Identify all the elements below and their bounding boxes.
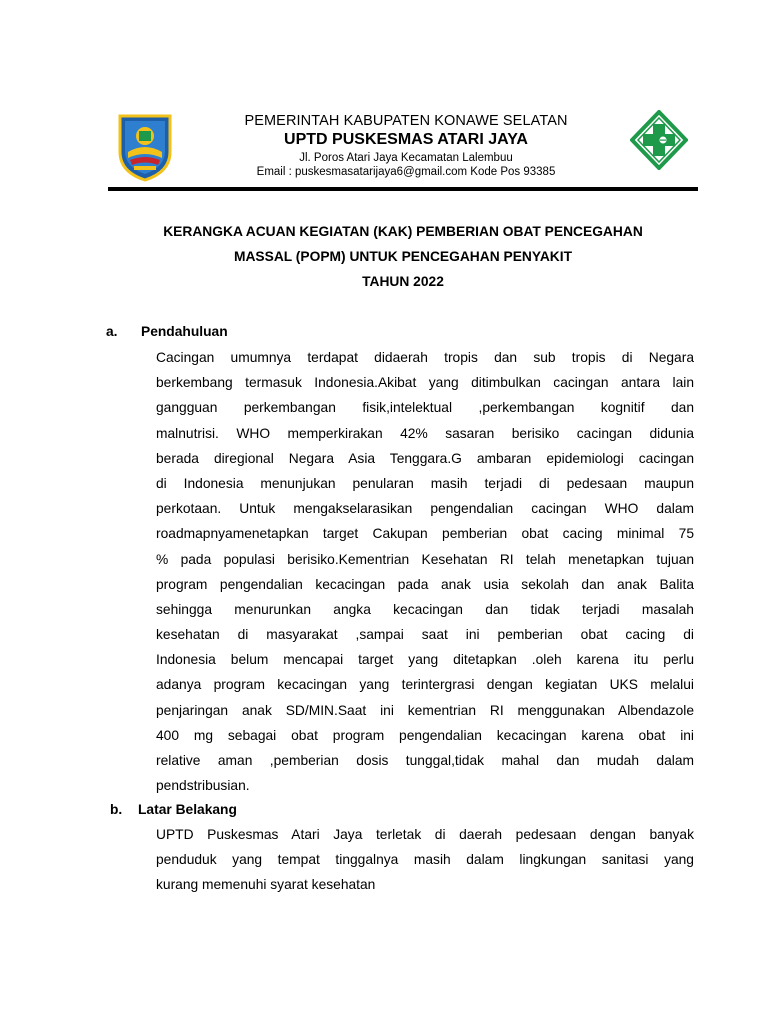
paragraph-line: perkotaan. Untuk mengakselarasikan pengendalian cacingan WHO dalam xyxy=(156,501,694,517)
section-heading-pendahuluan xyxy=(106,323,228,341)
paragraph-line: di Indonesia menunjukan penularan masih terjadi di pedesaan maupun xyxy=(156,475,694,491)
paragraph-line: Cacingan umumnya terdapat didaerah tropis dan sub tropis di Negara xyxy=(156,350,694,365)
section-marker: b. xyxy=(110,802,123,817)
paragraph-line: % pada populasi berisiko.Kementrian Kesehatan RI telah menetapkan tujuan xyxy=(156,551,694,567)
section-title: Latar Belakang xyxy=(138,802,237,817)
letterhead-government: PEMERINTAH KABUPATEN KONAWE SELATAN xyxy=(244,113,568,129)
section-title: Pendahuluan xyxy=(141,324,228,339)
paragraph-line: berada diregional Negara Asia Tenggara.G ambaran epidemiologi cacingan xyxy=(156,450,694,466)
paragraph-line: relative aman ,pemberian dosis tunggal,tidak mahal dan mudah dalam xyxy=(156,753,694,768)
regency-seal-logo xyxy=(116,112,174,182)
section-body-latar-belakang xyxy=(156,822,694,898)
letterhead-institution: UPTD PUSKESMAS ATARI JAYA xyxy=(284,131,528,148)
paragraph-line: malnutrisi. WHO memperkirakan 42% sasaran berisiko cacingan didunia xyxy=(156,425,694,441)
paragraph-line: UPTD Puskesmas Atari Jaya terletak di daerah pedesaan dengan banyak xyxy=(156,827,694,842)
paragraph-line: kurang memenuhi syarat kesehatan xyxy=(156,877,376,893)
letterhead-address: Jl. Poros Atari Jaya Kecamatan Lalembuu xyxy=(299,152,513,164)
document-title xyxy=(108,219,698,294)
paragraph-line: kesehatan di masyarakat ,sampai saat ini pemberian obat cacing di xyxy=(156,627,694,643)
paragraph-line: gangguan perkembangan fisik,intelektual ,perkembangan kognitif dan xyxy=(156,400,694,416)
paragraph-line: penduduk yang tempat tinggalnya masih dalam lingkungan sanitasi yang xyxy=(156,852,694,868)
paragraph-line: penjaringan anak SD/MIN.Saat ini kementrian RI menggunakan Albendazole xyxy=(156,702,694,718)
paragraph-line: Indonesia belum mencapai target yang ditetapkan .oleh karena itu perlu xyxy=(156,652,694,668)
paragraph-line: roadmapnyamenetapkan target Cakupan pemberian obat cacing minimal 75 xyxy=(156,526,694,542)
title-line-1: KERANGKA ACUAN KEGIATAN (KAK) PEMBERIAN OBAT PENCEGAHAN xyxy=(163,224,643,239)
section-heading-latar-belakang xyxy=(110,801,237,819)
paragraph-line: sehingga menurunkan angka kecacingan dan tidak terjadi masalah xyxy=(156,601,694,617)
paragraph-line: pendstribusian. xyxy=(156,778,250,794)
letterhead xyxy=(180,112,632,179)
paragraph-line: 400 mg sebagai obat program pengendalian kecacingan karena obat ini xyxy=(156,727,694,743)
paragraph-line: adanya program kecacingan yang terintergrasi dengan kegiatan UKS melalui xyxy=(156,677,694,693)
letterhead-contact: Email : puskesmasatarijaya6@gmail.com Kode Pos 93385 xyxy=(256,166,556,178)
section-marker: a. xyxy=(106,324,118,339)
puskesmas-logo xyxy=(630,110,688,170)
title-line-2: MASSAL (POPM) UNTUK PENCEGAHAN PENYAKIT xyxy=(233,249,573,264)
paragraph-line: program pengendalian kecacingan pada anak usia sekolah dan anak Balita xyxy=(156,576,694,592)
section-body-pendahuluan xyxy=(156,345,694,798)
paragraph-line: berkembang termasuk Indonesia.Akibat yang ditimbulkan cacingan antara lain xyxy=(156,375,694,391)
title-line-3: TAHUN 2022 xyxy=(362,274,444,289)
letterhead-divider xyxy=(108,187,698,191)
